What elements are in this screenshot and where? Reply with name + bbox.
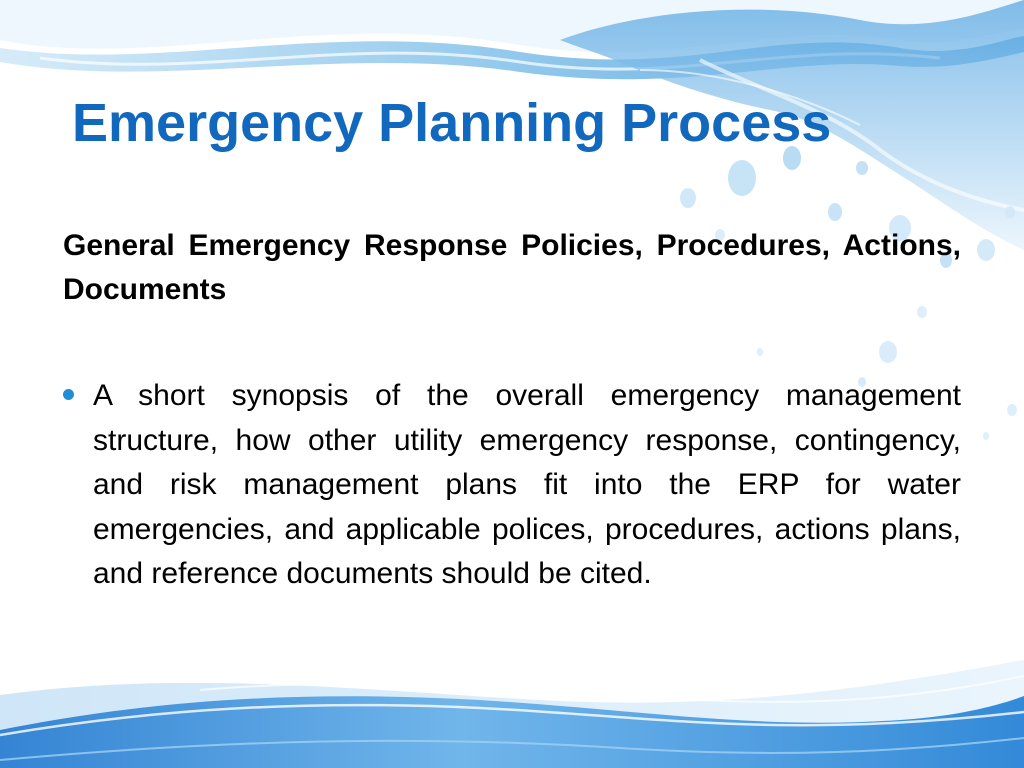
list-item (63, 374, 961, 597)
bullet-list (63, 374, 961, 597)
bullet-dot-icon (63, 389, 74, 400)
bullet-text: A short synopsis of the overall emergency management structure, how other utility emergency response, contingency, and risk management plans fit into the ERP for water emergencies, and applicable polices, procedures, actions plans, and reference documents should be cited. (93, 379, 961, 590)
slide-title: Emergency Planning Process (72, 93, 832, 153)
section-subheading: General Emergency Response Policies, Procedures, Actions, Documents (63, 229, 961, 306)
bottom-wave (0, 660, 1024, 768)
